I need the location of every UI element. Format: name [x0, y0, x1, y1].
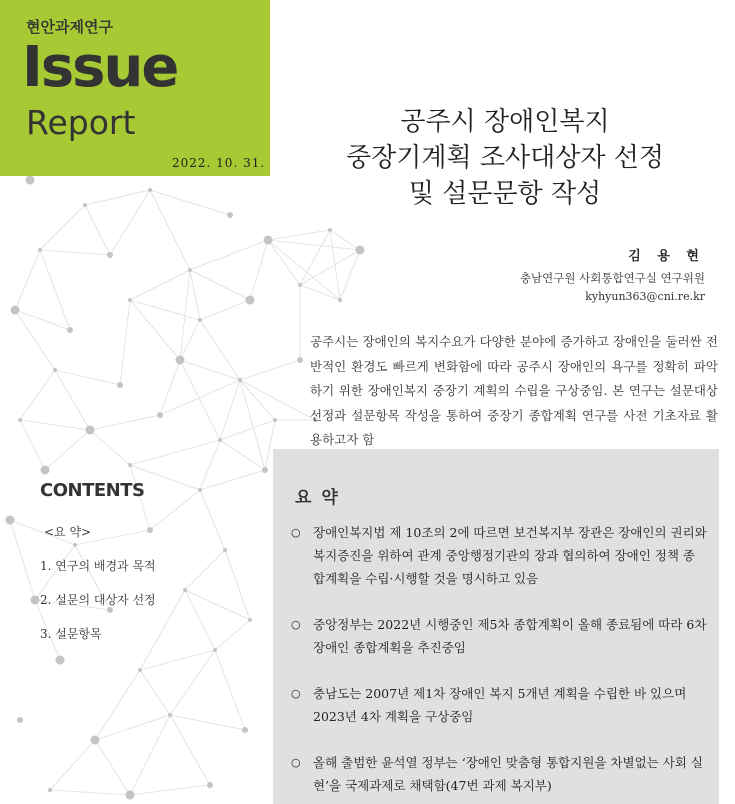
network-edge [170, 650, 215, 715]
contents-item: <요 약> [44, 525, 92, 539]
series-label: 현안과제연구 [26, 18, 113, 36]
network-edge [215, 650, 245, 730]
network-edge [85, 190, 150, 205]
summary-item-text: 장애인복지법 제 10조의 2에 따르면 보건복지부 장관은 장애인의 권리와 복지증진을 위하여 관계 중앙행정기관의 장과 협의하여 장애인 정책 종합계획을 수립·시행할 것을 명시하고 있음 [313, 525, 707, 586]
summary-item [287, 751, 707, 797]
bullet-circle-icon: ○ [291, 526, 301, 539]
summary-heading: 요 약 [295, 488, 340, 508]
network-edge [240, 360, 300, 380]
contents-panel [40, 480, 156, 659]
network-node [6, 516, 15, 525]
network-node [128, 463, 132, 467]
summary-item-text: 올해 출범한 윤석열 정부는 ‘장애인 맞춤형 통합지원을 차별없는 사회 실현’을 국제과제로 채택함(47번 과제 복지부) [313, 755, 703, 793]
network-node [67, 327, 73, 333]
network-node [86, 426, 95, 435]
title-line: 공주시 장애인복지 [400, 107, 610, 137]
author-affiliation: 충남연구원 사회통합연구실 연구위원 [519, 271, 705, 285]
network-node [248, 618, 252, 622]
network-node [262, 467, 268, 473]
network-node [128, 298, 132, 302]
network-edge [220, 420, 275, 440]
network-edge [200, 320, 240, 380]
bullet-circle-icon: ○ [291, 618, 301, 631]
network-edge [55, 370, 120, 385]
network-edge [110, 190, 150, 255]
network-edge [225, 550, 250, 620]
network-edge [190, 240, 268, 270]
network-edge [130, 270, 190, 300]
network-edge [130, 440, 220, 465]
network-node [338, 298, 342, 302]
network-node [242, 727, 248, 733]
network-node [218, 438, 222, 442]
network-node [246, 296, 255, 305]
network-edge [300, 285, 340, 300]
network-edge [45, 430, 90, 470]
network-node [227, 212, 233, 218]
network-node [356, 246, 365, 255]
summary-item [287, 613, 707, 659]
bullet-circle-icon: ○ [291, 687, 301, 700]
network-edge [190, 270, 250, 300]
title-line: 및 설문문항 작성 [408, 179, 602, 209]
network-edge [20, 420, 45, 470]
network-edge [15, 310, 55, 370]
network-node [238, 378, 242, 382]
network-node [264, 236, 273, 245]
network-edge [90, 430, 130, 465]
summary-item-text: 충남도는 2007년 제1차 장애인 복지 5개년 계획을 수립한 바 있으며 2023년 4차 계획을 구상중임 [313, 686, 687, 724]
network-node [297, 357, 303, 363]
network-node [117, 382, 123, 388]
network-edge [15, 310, 70, 330]
network-edge [150, 190, 190, 270]
network-edge [340, 250, 360, 300]
network-edge [180, 360, 240, 380]
network-node [11, 306, 20, 315]
network-edge [170, 715, 210, 785]
summary-list [287, 521, 707, 804]
network-edge [268, 240, 340, 300]
summary-item [287, 521, 707, 590]
network-edge [215, 620, 250, 650]
network-edge [268, 230, 330, 240]
network-edge [300, 230, 330, 285]
network-edge [200, 490, 225, 550]
network-edge [20, 370, 55, 420]
network-edge [180, 360, 220, 440]
document-title [290, 104, 720, 212]
bullet-circle-icon: ○ [291, 756, 301, 769]
network-edge [300, 250, 360, 285]
network-node [107, 252, 113, 258]
network-node [31, 596, 40, 605]
author-email: kyhyun363@cni.re.kr [585, 290, 705, 303]
summary-item [287, 682, 707, 728]
network-node [176, 356, 185, 365]
network-edge [160, 360, 180, 415]
network-edge [268, 240, 360, 250]
network-node [48, 788, 52, 792]
network-edge [160, 380, 240, 415]
network-edge [200, 470, 265, 490]
network-edge [40, 250, 110, 255]
network-edge [140, 670, 170, 715]
network-edge [330, 230, 340, 300]
network-edge [50, 740, 95, 790]
issue-report-header [0, 0, 270, 176]
network-edge [95, 740, 130, 795]
network-edge [250, 240, 268, 300]
network-edge [240, 380, 315, 420]
network-node [38, 248, 42, 252]
network-node [53, 368, 57, 372]
network-edge [150, 490, 200, 530]
network-edge [95, 670, 140, 740]
network-edge [185, 550, 225, 590]
network-edge [40, 250, 70, 330]
title-line: 중장기계획 조사대상자 선정 [346, 143, 664, 173]
network-edge [185, 590, 215, 650]
network-node [198, 488, 202, 492]
contents-item: 2. 설문의 대상자 선정 [40, 593, 156, 607]
network-node [168, 713, 172, 717]
contents-item: 3. 설문항목 [40, 627, 102, 641]
network-edge [85, 205, 110, 255]
network-node [148, 188, 152, 192]
network-edge [130, 785, 210, 795]
network-edge [95, 715, 170, 740]
network-node [273, 418, 277, 422]
network-edge [170, 715, 245, 730]
issue-date: 2022. 10. 31. [172, 156, 266, 170]
network-node [157, 412, 163, 418]
network-node [83, 203, 87, 207]
network-node [41, 466, 50, 475]
contents-item: 1. 연구의 배경과 목적 [40, 559, 156, 573]
network-edge [185, 590, 250, 620]
intro-paragraph: 공주시는 장애인의 복지수요가 다양한 분야에 증가하고 장애인을 둘러싼 전반적인 환경도 빠르게 변화함에 따라 공주시 장애인의 욕구를 정확히 파악하기 위한 장애인복지 중장기 계획의 수립을 구상중임. 본 연구는 설문대상 선정과 설문항목 작성을 통하여 중장기 종합계획 연구를 사전 기초자료 활용하고자 함 [310, 334, 718, 447]
network-edge [180, 320, 200, 360]
summary-box [273, 449, 719, 804]
network-edge [220, 380, 240, 440]
network-edge [10, 520, 35, 600]
network-edge [200, 440, 220, 490]
network-node [26, 176, 35, 185]
network-edge [130, 300, 200, 320]
network-edge [150, 190, 230, 215]
network-edge [55, 370, 90, 430]
network-node [198, 318, 202, 322]
network-edge [40, 205, 85, 250]
network-node [223, 548, 227, 552]
network-node [207, 782, 213, 788]
network-node [183, 588, 187, 592]
network-node [17, 717, 23, 723]
issue-logo-word: Issue [22, 35, 178, 100]
network-node [91, 736, 100, 745]
network-edge [50, 790, 130, 795]
network-edge [90, 415, 160, 430]
network-node [138, 668, 142, 672]
contents-heading: CONTENTS [40, 480, 145, 501]
network-node [298, 283, 302, 287]
author-name: 김 용 현 [628, 249, 705, 264]
network-edge [190, 270, 200, 320]
author-block [520, 245, 705, 303]
network-node [328, 228, 332, 232]
network-edge [15, 250, 40, 310]
network-node [18, 418, 22, 422]
network-edge [120, 300, 130, 385]
report-logo-word: Report [26, 103, 136, 142]
network-node [188, 268, 192, 272]
summary-item-text: 중앙정부는 2022년 시행중인 제5차 종합계획이 올해 종료됨에 따라 6차 장애인 종합계획을 추진중임 [313, 617, 707, 655]
network-edge [130, 715, 170, 795]
network-edge [130, 300, 180, 360]
network-node [213, 648, 217, 652]
network-edge [20, 420, 90, 430]
network-node [126, 791, 135, 800]
network-edge [200, 300, 250, 320]
